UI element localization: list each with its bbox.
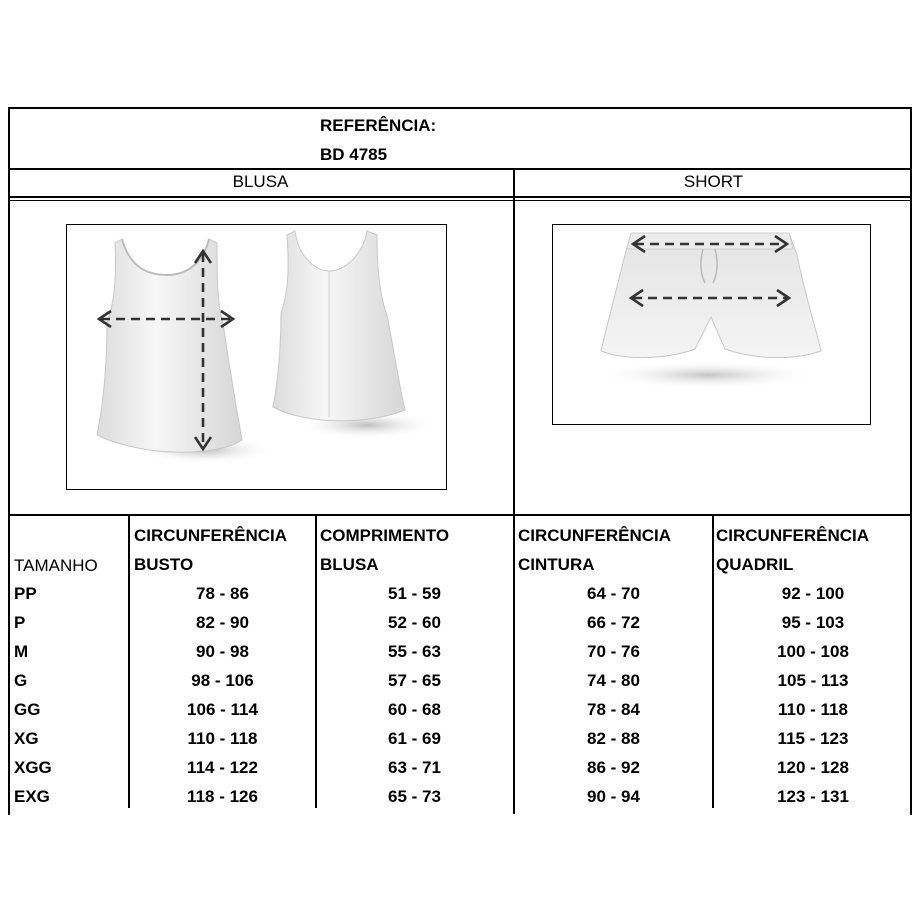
- cintura-cell: 70 - 76: [587, 642, 640, 661]
- shorts-illustration: [553, 225, 869, 423]
- comprimento-cell: 61 - 69: [388, 729, 441, 748]
- tank-top-illustration: [67, 225, 445, 488]
- cintura-cell: 82 - 88: [587, 729, 640, 748]
- size-cell: M: [14, 642, 29, 661]
- col-cintura-header-line1: CIRCUNFERÊNCIA: [518, 526, 671, 545]
- size-cell: PP: [14, 584, 37, 603]
- short-image: [552, 224, 871, 425]
- col-busto-header-line1: CIRCUNFERÊNCIA: [134, 526, 287, 545]
- comprimento-cell: 63 - 71: [388, 758, 441, 777]
- divider: [8, 200, 912, 201]
- col-quadril-header-line2: QUADRIL: [716, 555, 794, 574]
- cintura-cell: 74 - 80: [587, 671, 640, 690]
- col-cintura-header-line2: CINTURA: [518, 555, 595, 574]
- busto-cell: 82 - 90: [196, 613, 249, 632]
- quadril-cell: 92 - 100: [781, 584, 845, 603]
- size-cell: GG: [14, 700, 41, 719]
- reference-code: BD 4785: [320, 145, 388, 164]
- comprimento-cell: 55 - 63: [388, 642, 441, 661]
- busto-cell: 110 - 118: [187, 729, 258, 748]
- size-cell: G: [14, 671, 28, 690]
- col-quadril-header-line1: CIRCUNFERÊNCIA: [716, 526, 869, 545]
- col-comprimento-header-line2: BLUSA: [320, 555, 379, 574]
- divider: [8, 196, 912, 198]
- blusa-image: [66, 224, 447, 490]
- cintura-cell: 90 - 94: [587, 787, 640, 806]
- quadril-cell: 105 - 113: [777, 671, 849, 690]
- blusa-title: BLUSA: [232, 172, 289, 191]
- busto-cell: 98 - 106: [191, 671, 254, 690]
- size-cell: XG: [14, 729, 39, 748]
- quadril-cell: 123 - 131: [777, 787, 849, 806]
- quadril-cell: 95 - 103: [781, 613, 845, 632]
- col-tamanho-header: TAMANHO: [14, 556, 98, 575]
- comprimento-cell: 57 - 65: [388, 671, 441, 690]
- quadril-cell: 100 - 108: [777, 642, 849, 661]
- cintura-cell: 66 - 72: [587, 613, 640, 632]
- busto-cell: 114 - 122: [187, 758, 258, 777]
- divider: [8, 514, 912, 516]
- quadril-cell: 115 - 123: [777, 729, 849, 748]
- quadril-cell: 120 - 128: [777, 758, 849, 777]
- busto-cell: 118 - 126: [187, 787, 258, 806]
- cintura-cell: 64 - 70: [587, 584, 640, 603]
- size-cell: XGG: [14, 758, 52, 777]
- reference-label: REFERÊNCIA:: [320, 116, 437, 135]
- cintura-cell: 86 - 92: [587, 758, 640, 777]
- col-comprimento-header-line1: COMPRIMENTO: [320, 526, 450, 545]
- size-cell: P: [14, 613, 26, 632]
- comprimento-cell: 51 - 59: [388, 584, 441, 603]
- comprimento-cell: 60 - 68: [388, 700, 441, 719]
- divider: [8, 168, 912, 170]
- short-title: SHORT: [683, 172, 744, 191]
- size-cell: EXG: [14, 787, 50, 806]
- col-busto-header-line2: BUSTO: [134, 555, 194, 574]
- busto-cell: 90 - 98: [196, 642, 249, 661]
- comprimento-cell: 65 - 73: [388, 787, 441, 806]
- quadril-cell: 110 - 118: [778, 700, 848, 719]
- busto-cell: 106 - 114: [187, 700, 258, 719]
- busto-cell: 78 - 86: [196, 584, 249, 603]
- cintura-cell: 78 - 84: [587, 700, 640, 719]
- comprimento-cell: 52 - 60: [388, 613, 441, 632]
